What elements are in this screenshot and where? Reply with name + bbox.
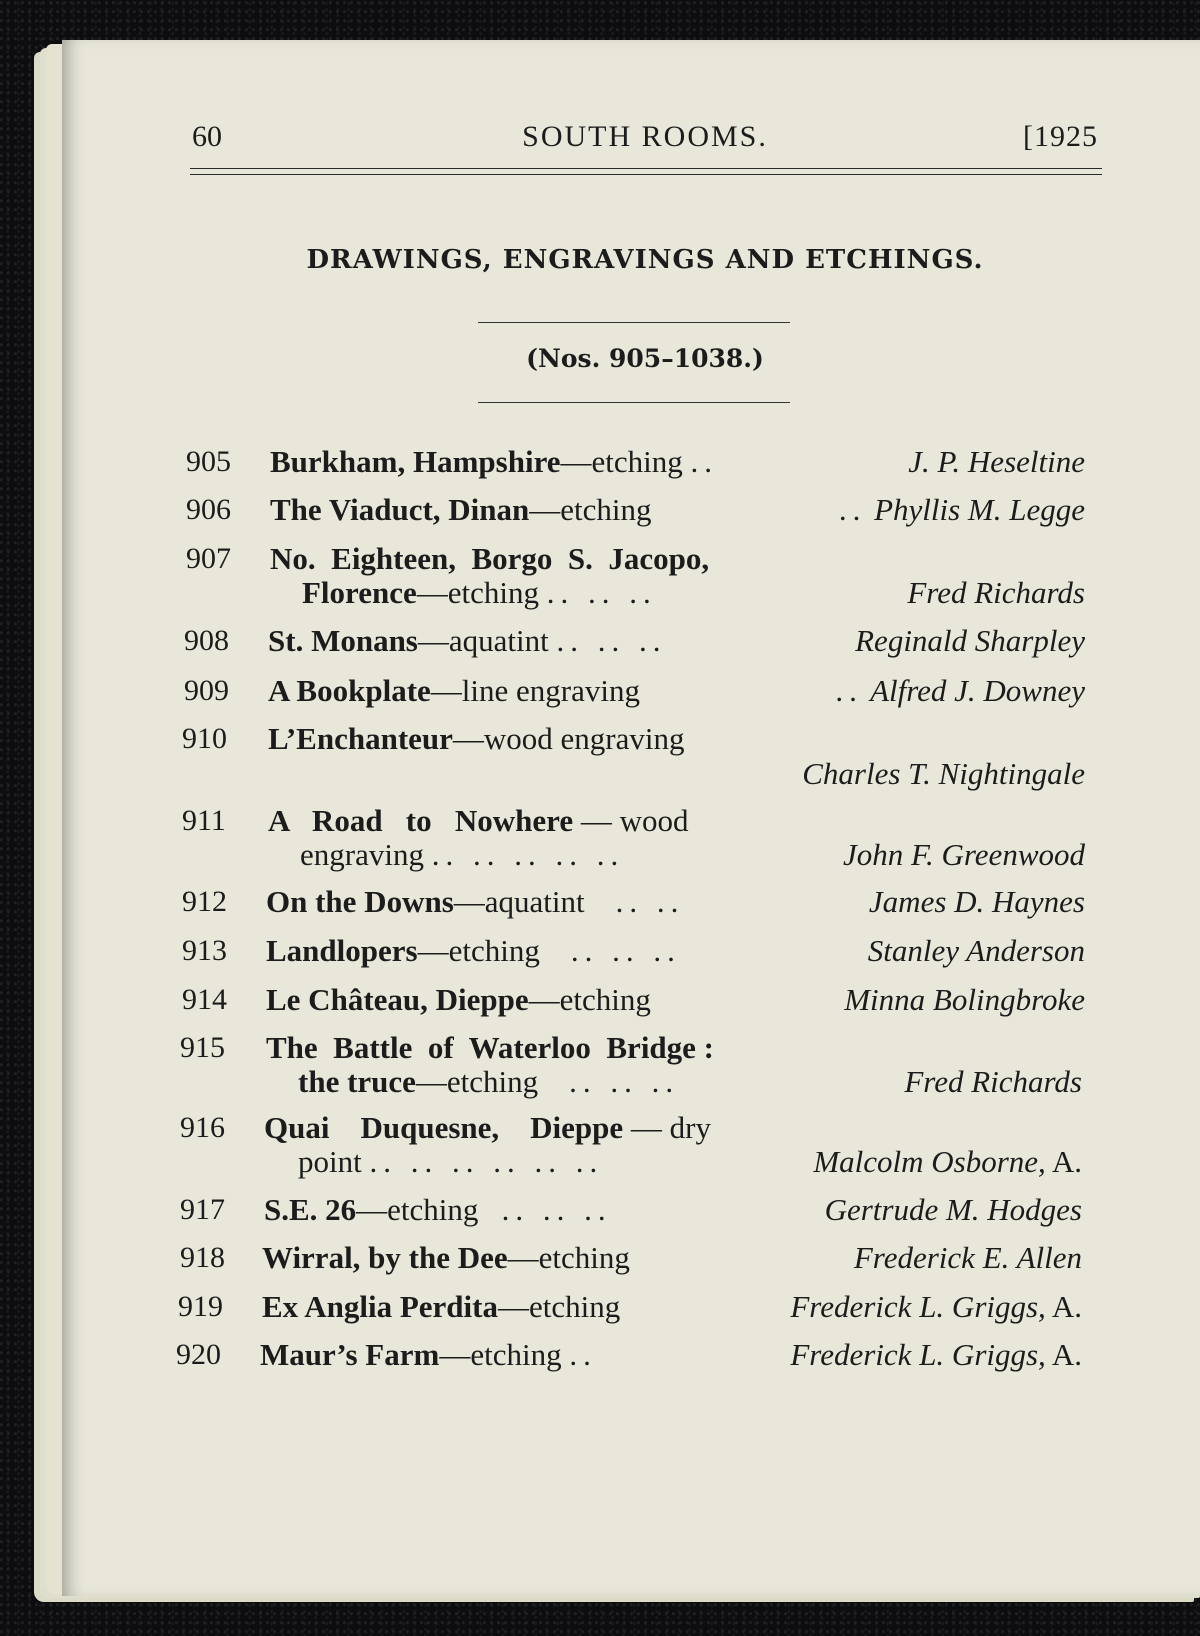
dot-leaders: .. .. .. .. .. [431, 837, 625, 872]
entry-artist: James D. Haynes [868, 884, 1085, 919]
entry-title: Wirral, by the Dee [262, 1240, 508, 1275]
entry-number: 915 [180, 1031, 225, 1064]
entry-medium: —etching [528, 982, 651, 1017]
dot-leaders: .. .. [615, 884, 685, 919]
academician-suffix: A. [1045, 1144, 1082, 1179]
dot-leaders: .. .. .. [569, 1064, 680, 1099]
dot-leaders: .. [569, 1337, 597, 1372]
entry-artist: Charles T. Nightingale [802, 756, 1085, 791]
entry-artist: Frederick E. Allen [853, 1240, 1082, 1275]
entry-number: 906 [186, 493, 231, 526]
number-range: (Nos. 905–1038.) [526, 344, 764, 373]
entry-title-part: No. Eighteen, Borgo S. Jacopo, [270, 541, 710, 576]
entry-artist-line [813, 1144, 1082, 1180]
entry-medium: —etching [356, 1192, 479, 1227]
entry-medium: — dry [623, 1110, 711, 1145]
entry-title: Landlopers [266, 933, 418, 968]
entry-artist: John F. Greenwood [843, 837, 1085, 872]
entry-medium: —etching [416, 575, 540, 610]
entry-artist: J. P. Heseltine [908, 444, 1085, 479]
entry-artist: Fred Richards [904, 1064, 1082, 1099]
dot-leaders: .. .. .. [546, 575, 657, 610]
entry-artist-line [790, 1337, 1082, 1373]
entry-title-line [262, 1240, 630, 1276]
entry-title-part: The Battle of Waterloo Bridge : [266, 1030, 715, 1065]
entry-title-line [268, 623, 666, 659]
dot-leaders: .. [690, 444, 719, 479]
entry-number: 914 [182, 983, 227, 1016]
entry-artist-line [835, 673, 1085, 709]
entry-title: Ex Anglia Perdita [262, 1289, 498, 1324]
academician-suffix: A. [1045, 1337, 1082, 1372]
page-number: 60 [192, 120, 222, 153]
entry-title: L’Enchanteur [268, 721, 453, 756]
entry-title-line [266, 884, 684, 920]
entry-medium-continued: point [298, 1144, 362, 1179]
entry-number: 918 [180, 1241, 225, 1274]
entry-title-continued: Florence [302, 575, 417, 610]
entry-title-line [300, 837, 624, 873]
entry-number: 908 [184, 624, 229, 657]
entry-artist: Stanley Anderson [867, 933, 1085, 968]
entry-title-line [262, 1289, 620, 1325]
entry-number: 916 [180, 1111, 225, 1144]
entry-title: A Bookplate [268, 673, 431, 708]
entry-medium: —etching [415, 1064, 539, 1099]
entry-medium: —etching [497, 1289, 621, 1324]
entry-number: 917 [180, 1193, 225, 1226]
entry-title-line [266, 982, 651, 1018]
entry-title-line [270, 444, 718, 480]
academician-suffix: A. [1045, 1289, 1082, 1324]
entry-title [270, 541, 709, 577]
entry-title: St. Monans [268, 623, 418, 658]
entry-medium: —etching [417, 933, 540, 968]
dot-leaders: .. .. .. [570, 933, 681, 968]
entry-medium-continued: engraving [300, 837, 424, 872]
entry-title-line [264, 1192, 612, 1228]
entry-title: Quai Duquesne, Dieppe [264, 1110, 624, 1145]
entry-medium: — wood [573, 803, 689, 838]
dot-leaders: .. .. .. .. .. .. [369, 1144, 604, 1179]
entry-title-line [260, 1337, 597, 1373]
entry-artist-line [790, 1289, 1082, 1325]
entry-title: The Viaduct, Dinan [270, 492, 530, 527]
entry-artist: Reginald Sharpley [855, 623, 1085, 658]
catalogue-page [62, 40, 1200, 1596]
entry-title: On the Downs [266, 884, 454, 919]
entry-medium: —aquatint [417, 623, 549, 658]
entry-number: 909 [184, 674, 229, 707]
entry-title-line [268, 721, 685, 757]
entry-artist-line [839, 492, 1085, 528]
entry-title: S.E. 26 [264, 1192, 357, 1227]
entry-title-line [268, 803, 689, 839]
entry-number: 907 [186, 542, 231, 575]
entry-number: 912 [182, 885, 227, 918]
entry-medium: —etching [439, 1337, 562, 1372]
dot-leaders: .. [835, 673, 863, 708]
dot-leaders: .. .. .. [556, 623, 667, 658]
entry-artist: Frederick L. Griggs, [790, 1337, 1046, 1372]
entry-title-line [270, 492, 652, 528]
entry-artist: Frederick L. Griggs, [790, 1289, 1046, 1324]
entry-title-line [298, 1064, 679, 1100]
entry-title: A Road to Nowhere [268, 803, 574, 838]
entry-medium: —etching [560, 444, 683, 479]
entry-title: Maur’s Farm [260, 1337, 440, 1372]
entry-title-line [268, 673, 640, 709]
entry-number: 905 [186, 445, 231, 478]
entry-number: 910 [182, 722, 227, 755]
entry-artist: Malcolm Osborne, [813, 1144, 1046, 1179]
entry-title-line [302, 575, 657, 611]
entry-title: Burkham, Hampshire [270, 444, 561, 479]
entry-artist: Alfred J. Downey [870, 673, 1085, 708]
entry-artist: Fred Richards [907, 575, 1085, 610]
entry-title [266, 1030, 714, 1066]
entry-title: Le Château, Dieppe [266, 982, 529, 1017]
entry-medium: —aquatint [453, 884, 585, 919]
entry-number: 913 [182, 934, 227, 967]
entry-medium: —etching [507, 1240, 630, 1275]
entry-title-line [298, 1144, 603, 1180]
entry-medium: —line engraving [430, 673, 640, 708]
entry-title-continued: the truce [298, 1064, 416, 1099]
entry-artist: Minna Bolingbroke [844, 982, 1085, 1017]
entry-number: 920 [176, 1338, 221, 1371]
dot-leaders: .. [838, 492, 867, 527]
entry-medium: —wood engraving [452, 721, 685, 756]
entry-title-line [266, 933, 681, 969]
entry-artist: Gertrude M. Hodges [824, 1192, 1082, 1227]
dot-leaders: .. .. .. [501, 1192, 612, 1227]
entry-number: 911 [182, 804, 226, 837]
entry-title-line [264, 1110, 711, 1146]
entry-medium: —etching [529, 492, 652, 527]
running-head-year: [1925 [1023, 120, 1098, 153]
running-head-title: SOUTH ROOMS. [522, 120, 768, 153]
catalogue-list [62, 40, 1200, 1596]
section-title: DRAWINGS, ENGRAVINGS AND ETCHINGS. [306, 245, 984, 275]
entry-number: 919 [178, 1290, 223, 1323]
entry-artist: Phyllis M. Legge [874, 492, 1085, 527]
